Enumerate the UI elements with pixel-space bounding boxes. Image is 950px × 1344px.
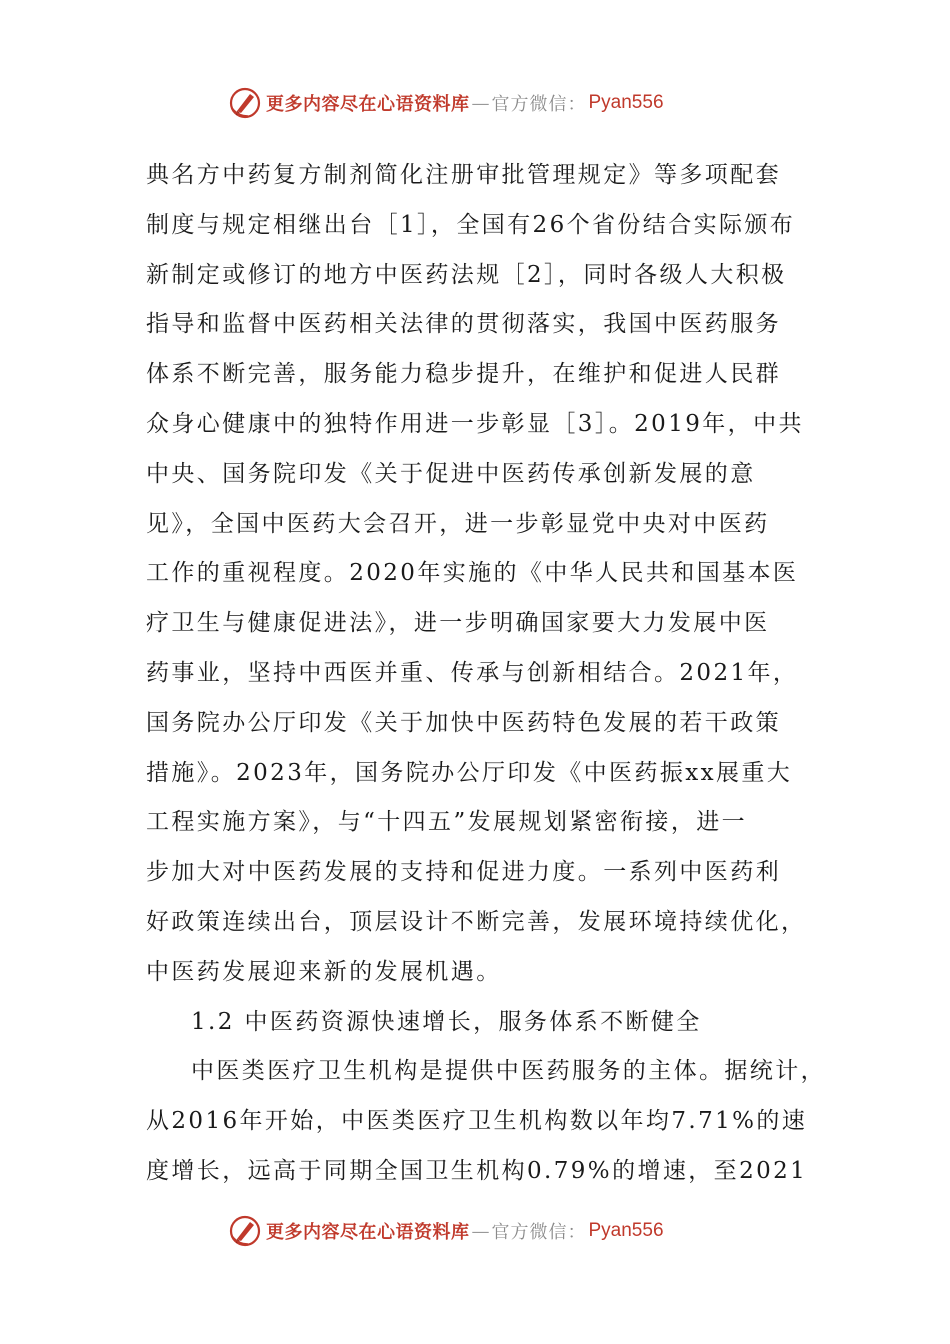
text-line: 中医类医疗卫生机构是提供中医药服务的主体。据统计， xyxy=(191,1058,826,1085)
banner-main-text: 更多内容尽在心语资料库 xyxy=(266,1222,470,1243)
text-line: 好政策连续出台，顶层设计不断完善，发展环境持续优化， xyxy=(146,908,807,935)
text-line: 众身心健康中的独特作用进一步彰显［3］。2019年，中共 xyxy=(146,410,804,437)
document-body xyxy=(146,151,826,1197)
text-line: 从2016年开始，中医类医疗卫生机构数以年均7.71%的速 xyxy=(146,1108,808,1135)
banner-dash: — xyxy=(471,1220,490,1242)
text-line: 新制定或修订的地方中医药法规［2］，同时各级人大积极 xyxy=(146,261,787,288)
pen-circle-logo-icon xyxy=(228,86,262,120)
banner-wechat-id: Pyan556 xyxy=(588,1220,664,1241)
text-line: 步加大对中医药发展的支持和促进力度。一系列中医药利 xyxy=(146,859,781,886)
text-line: 典名方中药复方制剂简化注册审批管理规定》等多项配套 xyxy=(146,162,781,188)
banner-main-text: 更多内容尽在心语资料库 xyxy=(266,94,470,115)
banner-sub-text: 官方微信： xyxy=(491,94,587,115)
text-line: 中医药发展迎来新的发展机遇。 xyxy=(146,958,502,985)
text-line: 工程实施方案》，与“十四五”发展规划紧密衔接，进一 xyxy=(146,809,748,836)
text-line: 药事业，坚持中西医并重、传承与创新相结合。2021年， xyxy=(146,659,799,686)
banner-wechat-id: Pyan556 xyxy=(588,92,664,113)
text-line: 措施》。2023年，国务院办公厅印发《中医药振xx展重大 xyxy=(146,759,793,786)
pen-circle-logo-icon xyxy=(228,1214,262,1248)
text-line: 中央、国务院印发《关于促进中医药传承创新发展的意 xyxy=(146,460,756,487)
footer-banner xyxy=(228,1211,728,1251)
banner-sub-text: 官方微信： xyxy=(491,1222,587,1243)
text-line: 度增长，远高于同期全国卫生机构0.79%的增速，至2021 xyxy=(146,1157,808,1184)
banner-dash: — xyxy=(471,92,490,114)
text-line: 疗卫生与健康促进法》，进一步明确国家要大力发展中医 xyxy=(146,610,770,637)
text-line: 国务院办公厅印发《关于加快中医药特色发展的若干政策 xyxy=(146,709,781,736)
section-heading: 1.2 中医药资源快速增长，服务体系不断健全 xyxy=(191,1008,702,1035)
text-line: 指导和监督中医药相关法律的贯彻落实，我国中医药服务 xyxy=(146,311,781,338)
text-line: 体系不断完善，服务能力稳步提升，在维护和促进人民群 xyxy=(146,361,781,388)
text-line: 见》，全国中医药大会召开，进一步彰显党中央对中医药 xyxy=(146,510,770,537)
text-line: 工作的重视程度。2020年实施的《中华人民共和国基本医 xyxy=(146,560,799,587)
header-banner xyxy=(228,83,728,123)
text-line: 制度与规定相继出台［1］，全国有26个省份结合实际颁布 xyxy=(146,211,796,238)
